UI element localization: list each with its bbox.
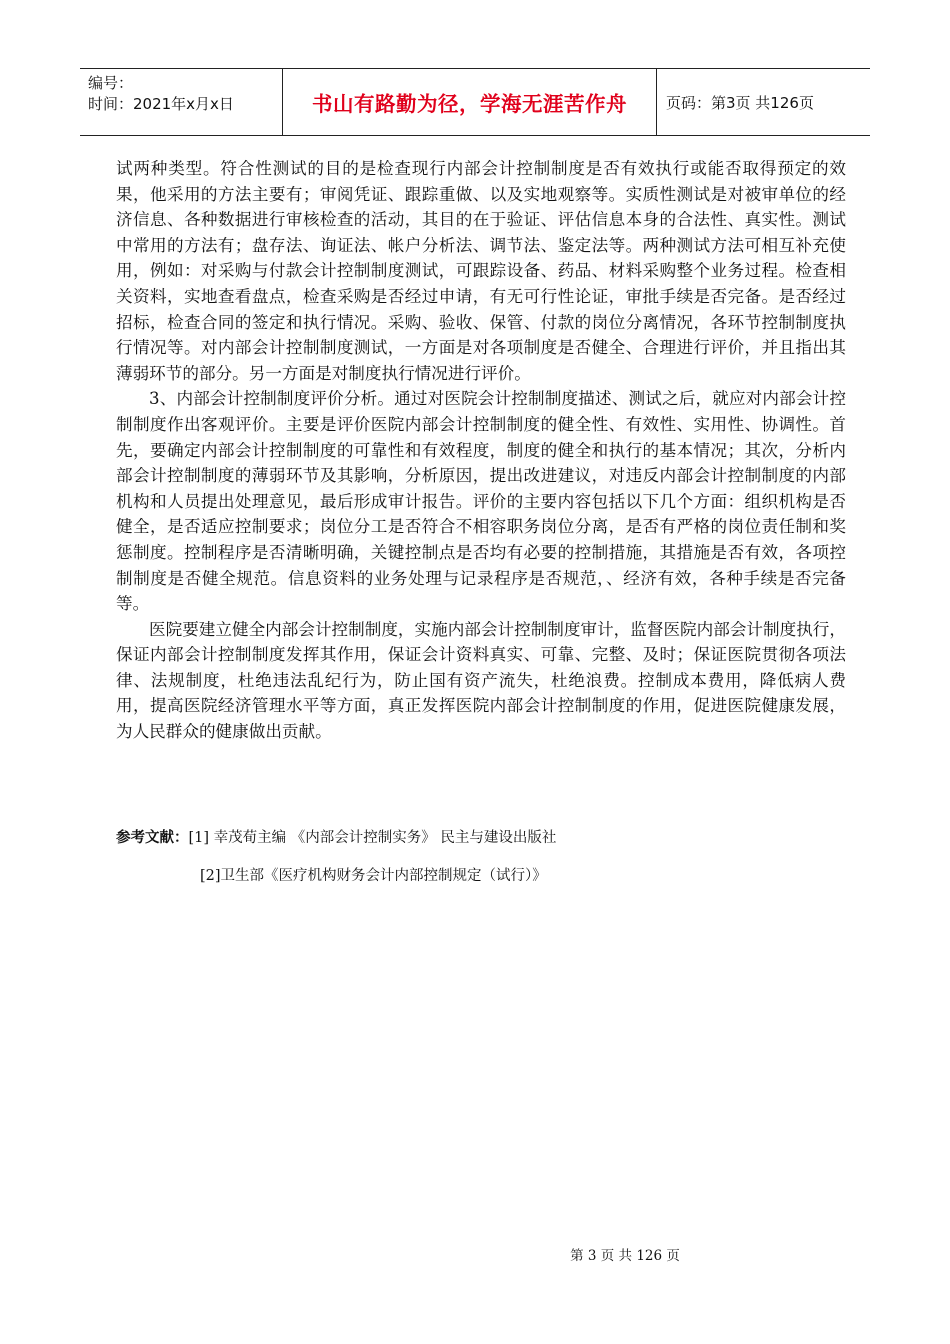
references-section — [116, 826, 846, 888]
reference-line — [116, 826, 846, 850]
document-number-label: 编号： — [88, 74, 134, 92]
header-motto: 书山有路勤为径，学海无涯苦作舟 — [282, 69, 657, 135]
page-header — [80, 68, 870, 136]
reference-item: [2]卫生部《医疗机构财务会计内部控制规定（试行）》 — [200, 868, 547, 884]
body-paragraph: 试两种类型。符合性测试的目的是检查现行内部会计控制制度是否有效执行或能否取得预定的效果，他采用的方法主要有；审阅凭证、跟踪重做、以及实地观察等。实质性测试是对被审单位的经济信息、各种数据进行审核检查的活动，其目的在于验证、评估信息本身的合法性、真实性。测试中常用的方法有；盘存法、询证法、帐户分析法、调节法、鉴定法等。两种测试方法可相互补充使用，例如：对采购与付款会计控制制度测试，可跟踪设备、药品、材料采购整个业务过程。检查相关资料，实地查看盘点，检查采购是否经过申请，有无可行性论证，审批手续是否完备。是否经过招标，检查合同的签定和执行情况。采购、验收、保管、付款的岗位分离情况，各环节控制制度执行情况等。对内部会计控制制度测试，一方面是对各项制度是否健全、合理进行评价，并且指出其薄弱环节的部分。另一方面是对制度执行情况进行评价。 — [116, 159, 846, 383]
reference-item: [1] 幸茂荀主编 《内部会计控制实务》 民主与建设出版社 — [188, 830, 557, 846]
document-date: 时间：2021年x月x日 — [88, 95, 234, 113]
header-meta — [80, 69, 282, 135]
body-paragraph: 3、内部会计控制制度评价分析。通过对医院会计控制制度描述、测试之后，就应对内部会计控制制度作出客观评价。主要是评价医院内部会计控制制度的健全性、有效性、实用性、协调性。首先，要确定内部会计控制制度的可靠性和有效程度，制度的健全和执行的基本情况；其次，分析内部会计控制制度的薄弱环节及其影响，分析原因，提出改进建议，对违反内部会计控制制度的内部机构和人员提出处理意见，最后形成审计报告。评价的主要内容包括以下几个方面：组织机构是否健全，是否适应控制要求；岗位分工是否符合不相容职务岗位分离，是否有严格的岗位责任制和奖惩制度。控制程序是否清晰明确，关键控制点是否均有必要的控制措施，其措施是否有效，各项控制制度是否健全规范。信息资料的业务处理与记录程序是否规范，、经济有效，各种手续是否完备等。 — [116, 389, 846, 614]
header-page-info: 页码：第3页 共126页 — [666, 93, 814, 112]
references-label: 参考文献： — [116, 830, 189, 846]
body-paragraph: 医院要建立健全内部会计控制制度，实施内部会计控制制度审计，监督医院内部会计制度执行，保证内部会计控制制度发挥其作用，保证会计资料真实、可靠、完整、及时；保证医院贯彻各项法律、法规制度，杜绝违法乱纪行为，防止国有资产流失，杜绝浪费。控制成本费用，降低病人费用，提高医院经济管理水平等方面，真正发挥医院内部会计控制制度的作用，促进医院健康发展，为人民群众的健康做出贡献。 — [116, 619, 846, 742]
document-body — [116, 156, 846, 745]
page-footer: 第 3 页 共 126 页 — [570, 1248, 680, 1264]
